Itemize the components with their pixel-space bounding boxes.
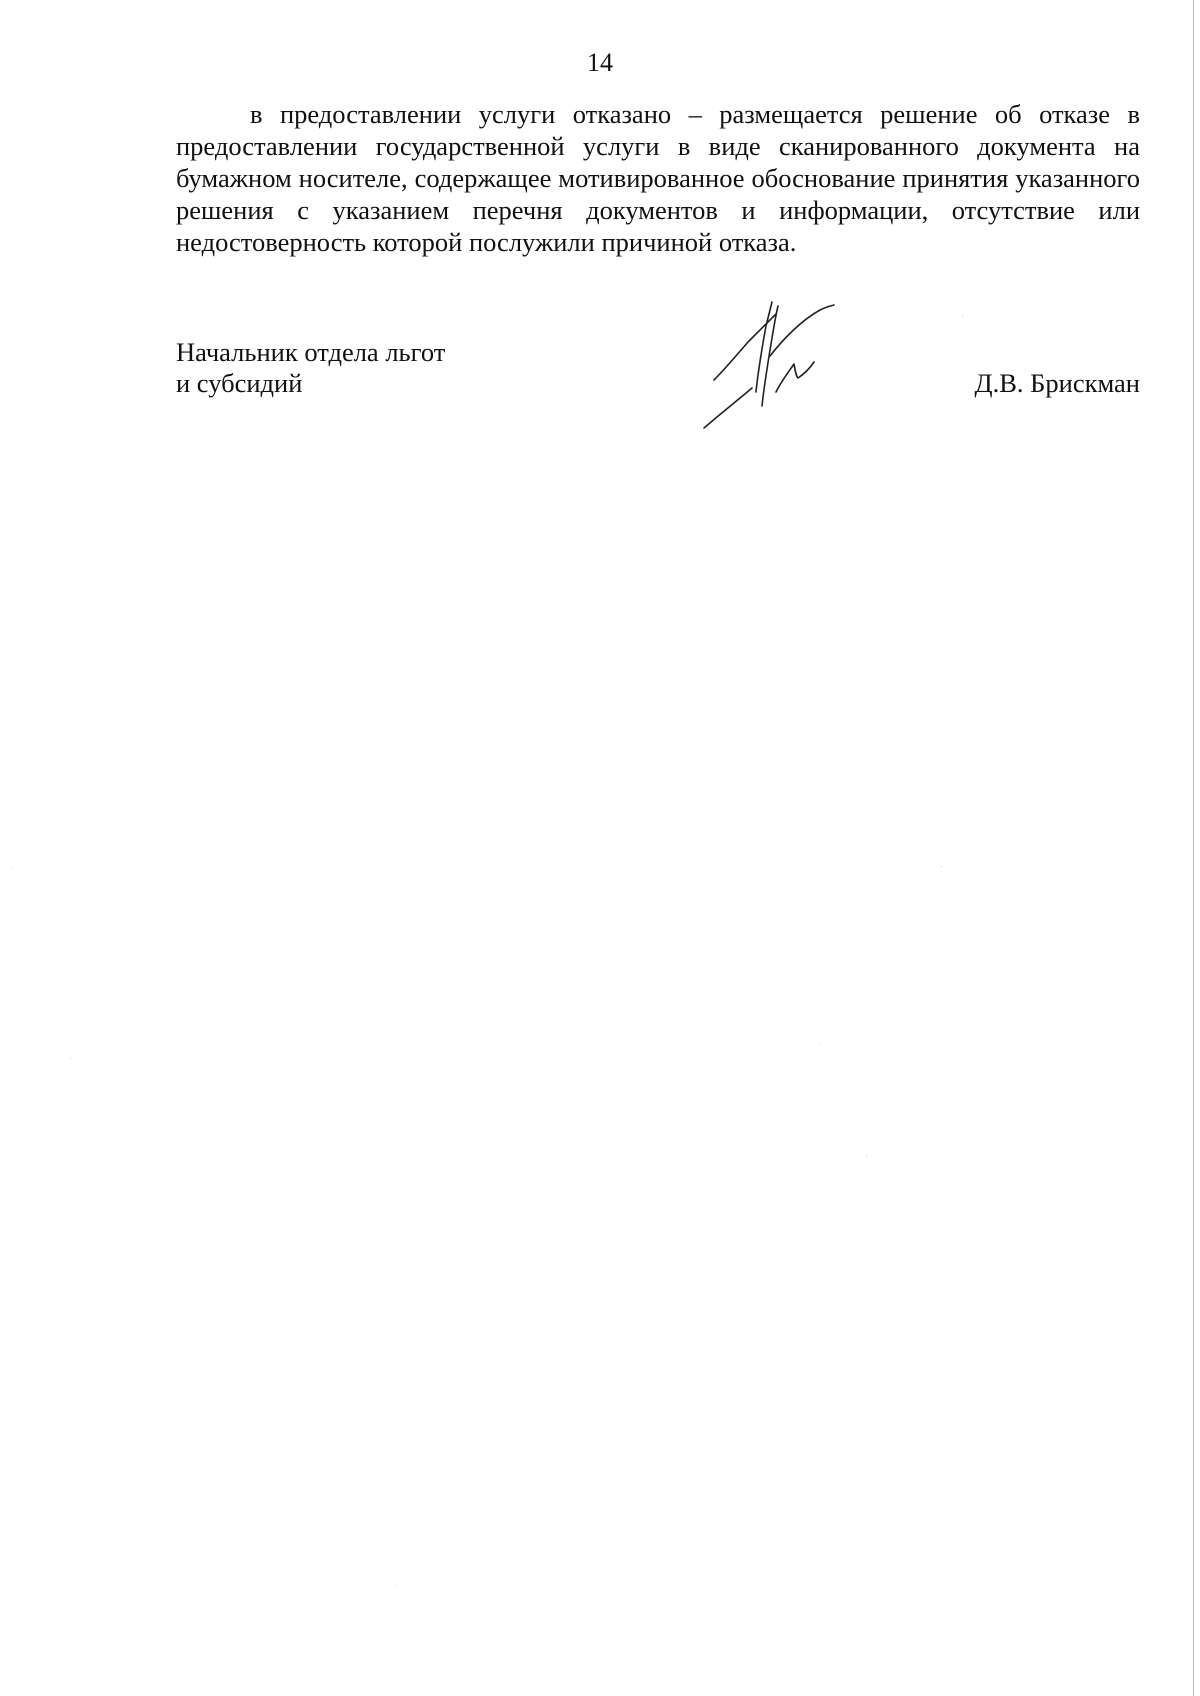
page-number: 14 bbox=[587, 48, 613, 77]
scan-speck bbox=[866, 1156, 867, 1157]
scan-speck bbox=[941, 866, 942, 867]
handwritten-signature-icon bbox=[700, 296, 860, 436]
signer-position-line-2: и субсидий bbox=[176, 368, 303, 398]
scan-speck bbox=[962, 315, 963, 316]
scan-speck bbox=[395, 1585, 396, 1586]
scan-speck bbox=[70, 1058, 71, 1059]
body-paragraph: в предоставлении услуги отказано – размещается решение об отказе в предоставлении государственной услуги в виде сканированного документа на бумажном носителе, содержащее мотивированное обоснование принятия указанного решения с указанием перечня документов и информации, отсутствие или недостоверность которой послужили причиной отказа. bbox=[176, 99, 1140, 257]
signer-name: Д.В. Брискман bbox=[974, 368, 1140, 398]
signer-position bbox=[176, 337, 445, 399]
scan-edge-line bbox=[1193, 0, 1194, 1696]
scan-speck bbox=[12, 868, 13, 869]
scan-speck bbox=[820, 1043, 821, 1044]
signer-position-line-1: Начальник отдела льгот bbox=[176, 337, 446, 367]
